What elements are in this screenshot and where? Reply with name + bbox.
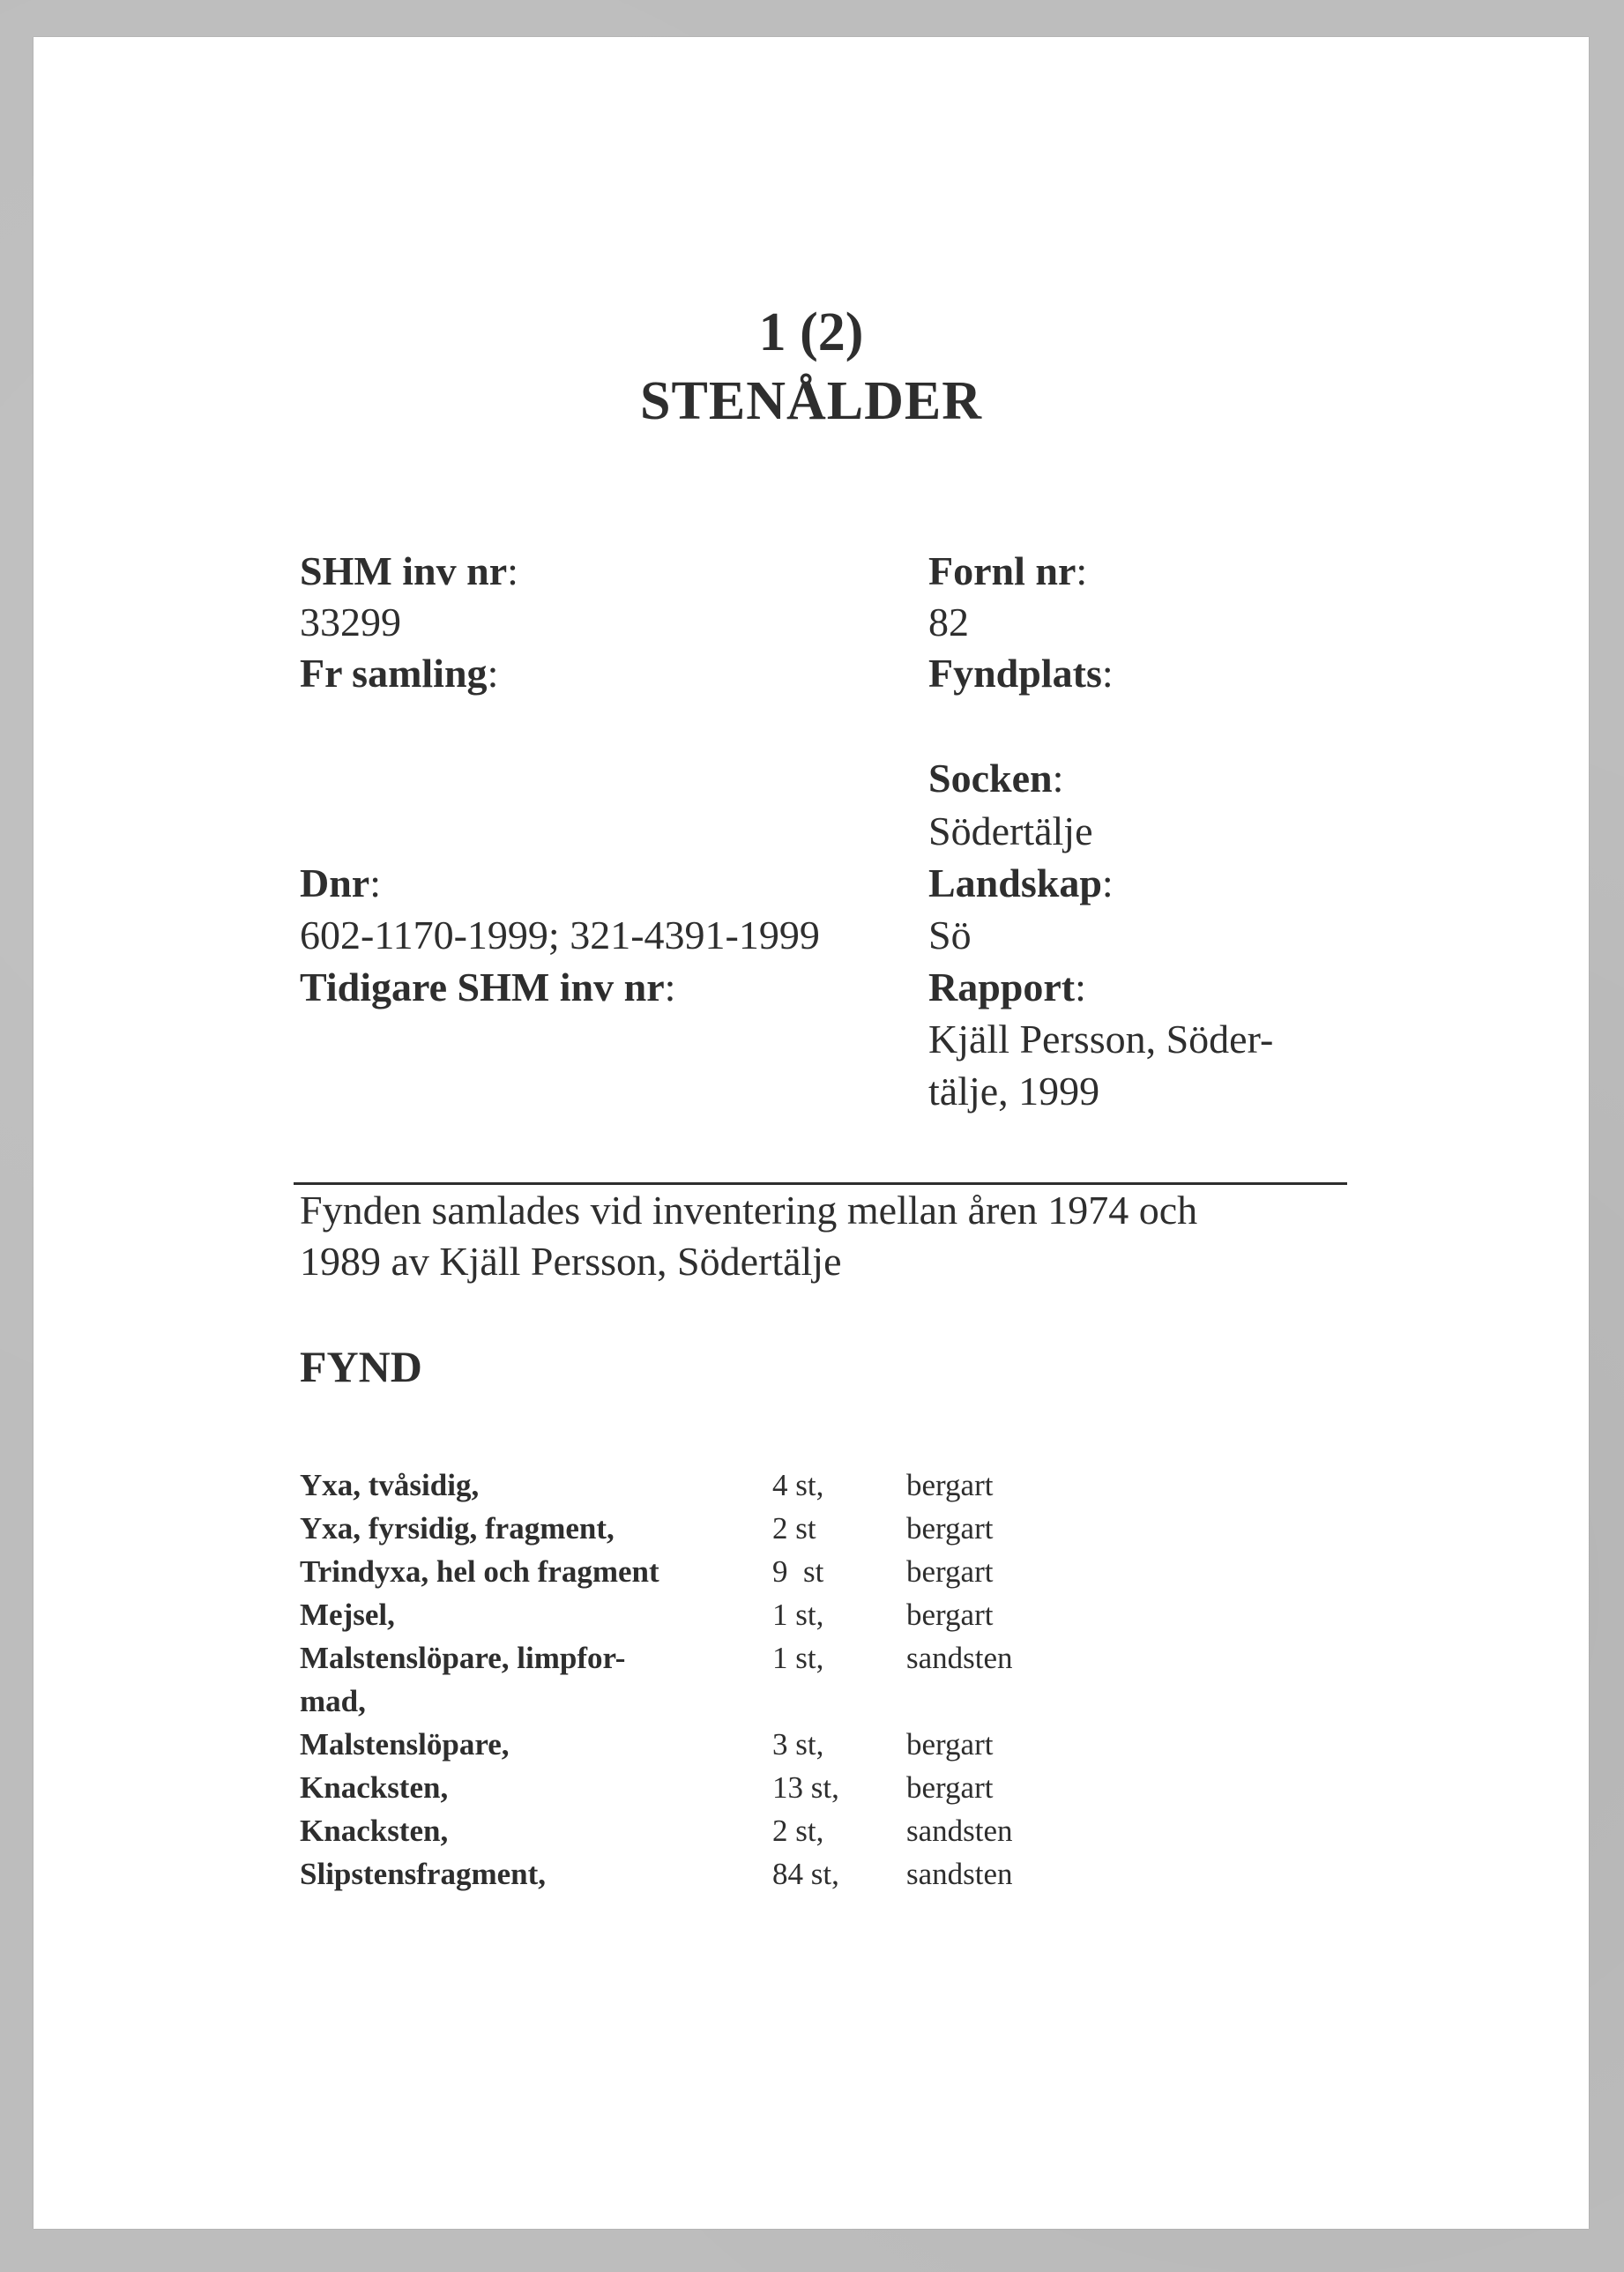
socken-value: Södertälje <box>928 808 1093 853</box>
fyndplats-label: Fyndplats: <box>928 651 1114 696</box>
rapport-value-line2: tälje, 1999 <box>928 1069 1100 1114</box>
find-quantity: 1 st, <box>772 1598 824 1632</box>
find-name: Malstenslöpare, limpfor- <box>300 1641 626 1675</box>
find-name: Knacksten, <box>300 1770 449 1805</box>
landskap-value: Sö <box>928 913 972 957</box>
finds-heading: FYND <box>300 1342 422 1391</box>
dnr-label: Dnr: <box>300 860 382 905</box>
fornl-nr-value: 82 <box>928 600 969 644</box>
find-name-continued: mad, <box>300 1684 366 1718</box>
find-name: Yxa, fyrsidig, fragment, <box>300 1511 615 1546</box>
find-name: Malstenslöpare, <box>300 1727 510 1762</box>
shm-inv-nr-label: SHM inv nr: <box>300 548 518 593</box>
landskap-label: Landskap: <box>928 860 1114 905</box>
shm-inv-nr-value: 33299 <box>300 600 401 644</box>
find-material: sandsten <box>906 1641 1013 1675</box>
rapport-label: Rapport: <box>928 965 1086 1009</box>
find-quantity: 1 st, <box>772 1641 824 1675</box>
fr-samling-label: Fr samling: <box>300 651 499 696</box>
find-material: bergart <box>906 1770 994 1805</box>
find-material: sandsten <box>906 1857 1013 1891</box>
find-material: bergart <box>906 1727 994 1762</box>
find-material: sandsten <box>906 1814 1013 1848</box>
fornl-nr-label: Fornl nr: <box>928 548 1088 593</box>
rapport-value-line1: Kjäll Persson, Söder- <box>928 1017 1274 1062</box>
description-line2: 1989 av Kjäll Persson, Södertälje <box>300 1239 842 1284</box>
dnr-value: 602-1170-1999; 321-4391-1999 <box>300 913 820 957</box>
find-quantity: 13 st, <box>772 1770 839 1805</box>
document-page <box>34 37 1589 2229</box>
find-material: bergart <box>906 1511 994 1546</box>
find-material: bergart <box>906 1598 994 1632</box>
find-material: bergart <box>906 1554 994 1589</box>
find-quantity: 3 st, <box>772 1727 824 1762</box>
find-name: Slipstensfragment, <box>300 1857 547 1891</box>
find-name: Mejsel, <box>300 1598 395 1632</box>
find-name: Trindyxa, hel och fragment <box>300 1554 659 1589</box>
page-number: 1 (2) <box>758 302 864 362</box>
find-quantity: 84 st, <box>772 1857 839 1891</box>
find-name: Yxa, tvåsidig, <box>300 1468 480 1502</box>
find-quantity: 4 st, <box>772 1468 824 1502</box>
tidigare-shm-inv-nr-label: Tidigare SHM inv nr: <box>300 965 676 1009</box>
description-line1: Fynden samlades vid inventering mellan åren 1974 och <box>300 1188 1198 1233</box>
find-quantity: 9 st <box>772 1554 824 1589</box>
page-title: STENÅLDER <box>640 371 982 431</box>
socken-label: Socken: <box>928 756 1064 801</box>
find-name: Knacksten, <box>300 1814 449 1848</box>
find-quantity: 2 st, <box>772 1814 824 1848</box>
description <box>300 1185 1358 1287</box>
find-material: bergart <box>906 1468 994 1502</box>
find-quantity: 2 st <box>772 1511 816 1546</box>
